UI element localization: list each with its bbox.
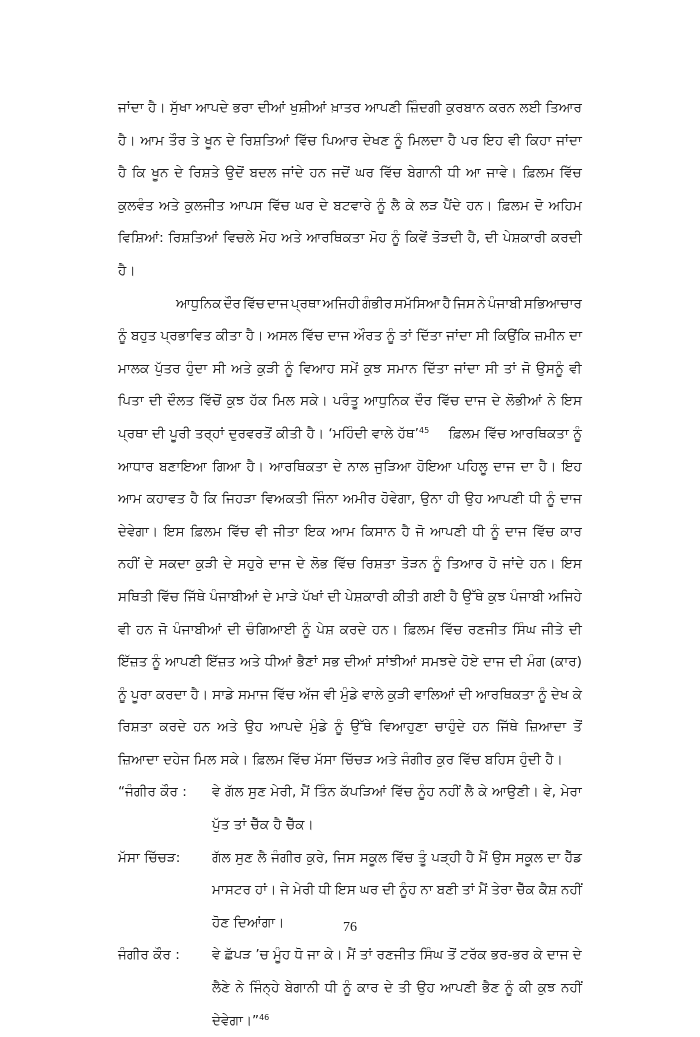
- document-page: [118, 92, 582, 1037]
- text-line: ਹੋਣ ਦਿਆਂਗਾ।: [212, 914, 285, 931]
- text-line: ਪੁੱਤ ਤਾਂ ਚੈੱਕ ਹੈ ਚੈੱਕ।: [212, 817, 314, 834]
- text-segment: ਦੇਵੇਗਾ।”$^{46}$: [212, 1012, 270, 1029]
- text-line: ਨੂੰ ਪੂਰਾ ਕਰਦਾ ਹੈ। ਸਾਡੇ ਸਮਾਜ ਵਿੱਚ ਅੱਜ ਵੀ ਮੁੰਡੇ ਵਾਲੇ ਕੁੜੀ ਵਾਲਿਆਂ ਦੀ ਆਰਥਿਕਤਾ ਨੂੰ ਦੇਖ ਕੇ: [118, 686, 582, 703]
- text-line-with-footnote: [118, 418, 582, 451]
- text-line: ਹੈ। ਆਮ ਤੌਰ ਤੇ ਖੂਨ ਦੇ ਰਿਸ਼ਤਿਆਂ ਵਿੱਚ ਪਿਆਰ ਦੇਖਣ ਨੂੰ ਮਿਲਦਾ ਹੈ ਪਰ ਇਹ ਵੀ ਕਿਹਾ ਜਾਂਦਾ: [118, 132, 582, 149]
- dialogue-entry: [118, 939, 582, 1037]
- text-line: ਵੀ ਹਨ ਜੋ ਪੰਜਾਬੀਆਂ ਦੀ ਚੰਗਿਆਈ ਨੂੰ ਪੇਸ਼ ਕਰਦੇ ਹਨ। ਫ਼ਿਲਮ ਵਿੱਚ ਰਣਜੀਤ ਸਿੰਘ ਜੀਤੇ ਦੀ: [118, 621, 582, 638]
- text-line: ਇੱਜ਼ਤ ਨੂੰ ਆਪਣੀ ਇੱਜ਼ਤ ਅਤੇ ਧੀਆਂ ਭੈਣਾਂ ਸਭ ਦੀਆਂ ਸਾਂਝੀਆਂ ਸਮਝਦੇ ਹੋਏ ਦਾਜ ਦੀ ਮੰਗ (ਕਾਰ): [118, 654, 582, 671]
- text-line: ਪਿਤਾ ਦੀ ਦੌਲਤ ਵਿੱਚੋਂ ਕੁਝ ਹੱਕ ਮਿਲ ਸਕੇ। ਪਰੰਤੂ ਆਧੁਨਿਕ ਦੌਰ ਵਿੱਚ ਦਾਜ ਦੇ ਲੋਭੀਆਂ ਨੇ ਇਸ: [118, 393, 582, 410]
- footnote-ref-45: 45: [418, 425, 430, 435]
- text-line: ਗੱਲ ਸੁਣ ਲੈ ਜੰਗੀਰ ਕੁਰੇ, ਜਿਸ ਸਕੂਲ ਵਿੱਚ ਤੂੰ ਪੜ੍ਹੀ ਹੈ ਮੈਂ ਉਸ ਸਕੂਲ ਦਾ ਹੈੱਡ: [212, 849, 582, 866]
- text-line: ਮਾਲਕ ਪੁੱਤਰ ਹੁੰਦਾ ਸੀ ਅਤੇ ਕੁੜੀ ਨੂੰ ਵਿਆਹ ਸਮੇਂ ਕੁਝ ਸਮਾਨ ਦਿੱਤਾ ਜਾਂਦਾ ਸੀ ਤਾਂ ਜੋ ਉਸਨੂੰ ਵੀ: [118, 360, 582, 377]
- paragraph-1: [118, 92, 582, 288]
- text-line: ਕੁਲਵੰਤ ਅਤੇ ਕੁਲਜੀਤ ਆਪਸ ਵਿੱਚ ਘਰ ਦੇ ਬਟਵਾਰੇ ਨੂੰ ਲੈ ਕੇ ਲੜ ਪੈਂਦੇ ਹਨ। ਫ਼ਿਲਮ ਦੋ ਅਹਿਮ: [118, 197, 582, 214]
- speaker-name: ਮੱਸਾ ਚਿੱਚੜ:: [118, 849, 181, 866]
- text-line: ਆਧਾਰ ਬਣਾਇਆ ਗਿਆ ਹੈ। ਆਰਥਿਕਤਾ ਦੇ ਨਾਲ ਜੁੜਿਆ ਹੋਇਆ ਪਹਿਲੂ ਦਾਜ ਦਾ ਹੈ। ਇਹ: [118, 458, 582, 475]
- text-line: ਵੇ ਛੱਪੜ ’ਚ ਮੂੰਹ ਧੋ ਜਾ ਕੇ। ਮੈਂ ਤਾਂ ਰਣਜੀਤ ਸਿੰਘ ਤੋਂ ਟਰੱਕ ਭਰ-ਭਰ ਕੇ ਦਾਜ ਦੇ: [212, 947, 582, 964]
- text-line: ਨੂੰ ਬਹੁਤ ਪ੍ਰਭਾਵਿਤ ਕੀਤਾ ਹੈ। ਅਸਲ ਵਿੱਚ ਦਾਜ ਔਰਤ ਨੂੰ ਤਾਂ ਦਿੱਤਾ ਜਾਂਦਾ ਸੀ ਕਿਉਂਕਿ ਜ਼ਮੀਨ ਦਾ: [118, 328, 582, 345]
- text-line: ਨਹੀਂ ਦੇ ਸਕਦਾ ਕੁੜੀ ਦੇ ਸਹੁਰੇ ਦਾਜ ਦੇ ਲੋਭ ਵਿੱਚ ਰਿਸ਼ਤਾ ਤੋੜਨ ਨੂੰ ਤਿਆਰ ਹੋ ਜਾਂਦੇ ਹਨ। ਇਸ: [118, 556, 582, 573]
- speech-text: [212, 939, 582, 1037]
- speaker-name: “ਜੰਗੀਰ ਕੌਰ :: [118, 784, 187, 801]
- text-line: ਆਧੁਨਿਕ ਦੌਰ ਵਿੱਚ ਦਾਜ ਪ੍ਰਥਾ ਅਜਿਹੀ ਗੰਭੀਰ ਸਮੱਸਿਆ ਹੈ ਜਿਸ ਨੇ ਪੰਜਾਬੀ ਸਭਿਆਚਾਰ: [176, 295, 582, 312]
- text-line: ਹੈ।: [118, 262, 136, 279]
- text-line: ਵੇ ਗੱਲ ਸੁਣ ਮੇਰੀ, ਮੈਂ ਤਿੰਨ ਕੱਪੜਿਆਂ ਵਿੱਚ ਨੂੰਹ ਨਹੀਂ ਲੈ ਕੇ ਆਉਣੀ। ਵੇ, ਮੇਰਾ: [212, 784, 582, 801]
- text-line: ਆਮ ਕਹਾਵਤ ਹੈ ਕਿ ਜਿਹੜਾ ਵਿਅਕਤੀ ਜਿੰਨਾ ਅਮੀਰ ਹੋਵੇਗਾ, ਉਨਾ ਹੀ ਉਹ ਆਪਣੀ ਧੀ ਨੂੰ ਦਾਜ: [118, 491, 582, 508]
- text-segment: ਫ਼ਿਲਮ ਵਿੱਚ ਆਰਥਿਕਤਾ ਨੂੰ: [448, 425, 582, 442]
- text-line: ਮਾਸਟਰ ਹਾਂ। ਜੇ ਮੇਰੀ ਧੀ ਇਸ ਘਰ ਦੀ ਨੂੰਹ ਨਾ ਬਣੀ ਤਾਂ ਮੈਂ ਤੇਰਾ ਚੈੱਕ ਕੈਸ਼ ਨਹੀਂ: [212, 882, 582, 899]
- speech-text: [212, 776, 582, 841]
- text-line: ਸਥਿਤੀ ਵਿੱਚ ਜਿੱਥੇ ਪੰਜਾਬੀਆਂ ਦੇ ਮਾੜੇ ਪੱਖਾਂ ਦੀ ਪੇਸ਼ਕਾਰੀ ਕੀਤੀ ਗਈ ਹੈ ਉੱਥੇ ਕੁਝ ਪੰਜਾਬੀ ਅਜਿਹੇ: [118, 588, 582, 605]
- paragraph-2: [118, 288, 582, 777]
- text-line-with-footnote: [212, 1005, 582, 1037]
- dialogue-block: [118, 776, 582, 1037]
- text-line: ਜਾਂਦਾ ਹੈ। ਸੁੱਖਾ ਆਪਦੇ ਭਰਾ ਦੀਆਂ ਖੁਸ਼ੀਆਂ ਖ਼ਾਤਰ ਆਪਣੀ ਜ਼ਿੰਦਗੀ ਕੁਰਬਾਨ ਕਰਨ ਲਈ ਤਿਆਰ: [118, 100, 582, 116]
- page-number: 76: [343, 920, 357, 935]
- text-line: ਰਿਸ਼ਤਾ ਕਰਦੇ ਹਨ ਅਤੇ ਉਹ ਆਪਦੇ ਮੁੰਡੇ ਨੂੰ ਉੱਥੇ ਵਿਆਹੁਣਾ ਚਾਹੁੰਦੇ ਹਨ ਜਿੱਥੇ ਜ਼ਿਆਦਾ ਤੋਂ: [118, 719, 582, 736]
- text-line: ਦੇਵੇਗਾ। ਇਸ ਫ਼ਿਲਮ ਵਿੱਚ ਵੀ ਜੀਤਾ ਇਕ ਆਮ ਕਿਸਾਨ ਹੈ ਜੋ ਆਪਣੀ ਧੀ ਨੂੰ ਦਾਜ ਵਿੱਚ ਕਾਰ: [118, 523, 582, 540]
- footnote-ref-46: 46: [259, 1012, 270, 1022]
- text-line: ਜ਼ਿਆਦਾ ਦਹੇਜ ਮਿਲ ਸਕੇ। ਫ਼ਿਲਮ ਵਿੱਚ ਮੱਸਾ ਚਿੱਚੜ ਅਤੇ ਜੰਗੀਰ ਕੁਰ ਵਿੱਚ ਬਹਿਸ ਹੁੰਦੀ ਹੈ।: [118, 751, 563, 768]
- text-segment: ਪ੍ਰਥਾ ਦੀ ਪੂਰੀ ਤਰ੍ਹਾਂ ਦੁਰਵਰਤੋਂ ਕੀਤੀ ਹੈ। ‘ਮਹਿੰਦੀ ਵਾਲੇ ਹੱਥ’$^{45}$: [118, 425, 430, 442]
- dialogue-entry: [118, 776, 582, 841]
- speaker-name: ਜੰਗੀਰ ਕੌਰ :: [118, 947, 180, 964]
- text-line: ਵਿਸ਼ਿਆਂ: ਰਿਸ਼ਤਿਆਂ ਵਿਚਲੇ ਮੋਹ ਅਤੇ ਆਰਥਿਕਤਾ ਮੋਹ ਨੂੰ ਕਿਵੇਂ ਤੋੜਦੀ ਹੈ, ਦੀ ਪੇਸ਼ਕਾਰੀ ਕਰਦੀ: [118, 230, 582, 247]
- text-line: ਲੈਣੇ ਨੇ ਜਿੰਨ੍ਹੇ ਬੇਗਾਨੀ ਧੀ ਨੂੰ ਕਾਰ ਦੇ ਤੀ ਉਹ ਆਪਣੀ ਭੈਣ ਨੂੰ ਕੀ ਕੁਝ ਨਹੀਂ: [212, 980, 582, 997]
- text-line: ਹੈ ਕਿ ਖੂਨ ਦੇ ਰਿਸ਼ਤੇ ਉਦੋਂ ਬਦਲ ਜਾਂਦੇ ਹਨ ਜਦੋਂ ਘਰ ਵਿੱਚ ਬੇਗਾਨੀ ਧੀ ਆ ਜਾਵੇ। ਫ਼ਿਲਮ ਵਿੱਚ: [118, 165, 582, 182]
